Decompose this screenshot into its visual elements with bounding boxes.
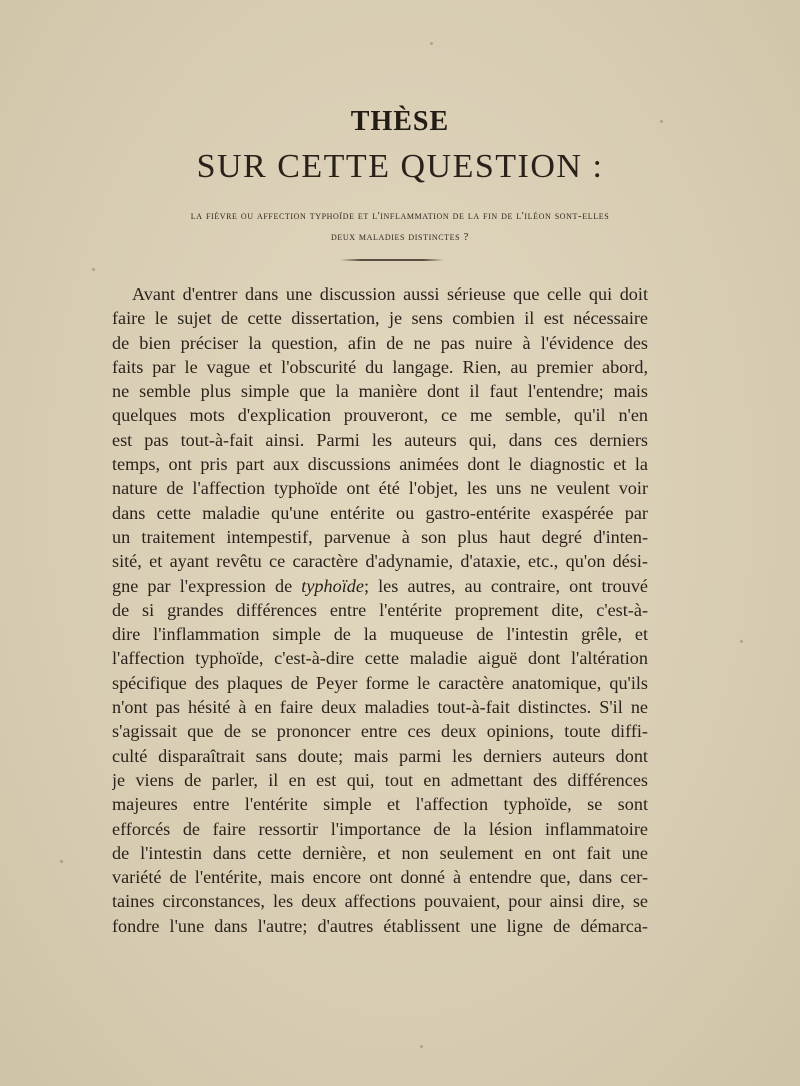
ornament-rule xyxy=(340,259,444,261)
body-line: je viens de parler, il en est qui, tout en admettant des différences xyxy=(112,769,648,790)
body-line: dans cette maladie qu'une entérite ou gastro-entérite exaspérée par xyxy=(112,502,648,523)
body-line: taines circonstances, les deux affections pouvaient, pour ainsi dire, se xyxy=(112,891,648,912)
subtitle-line: la fièvre ou affection typhoïde et l'inflammation de la fin de l'iléon sont-elles xyxy=(190,210,610,222)
body-line: s'agissait que de se prononcer entre ces deux opinions, toute diffi- xyxy=(112,721,648,742)
title-these: THÈSE xyxy=(350,106,450,137)
body-line: sité, et ayant revêtu ce caractère d'adynamie, d'ataxie, etc., qu'on dési- xyxy=(112,551,648,572)
title-question: SUR CETTE QUESTION : xyxy=(196,148,604,185)
body-line: fondre l'une dans l'autre; d'autres établissent une ligne de démarca- xyxy=(112,915,648,936)
body-line: Avant d'entrer dans une discussion aussi sérieuse que celle qui doit xyxy=(132,284,648,304)
body-line: nature de l'affection typhoïde ont été l'objet, les uns ne veulent voir xyxy=(112,478,648,499)
body-line: spécifique des plaques de Peyer forme le caractère anatomique, qu'ils xyxy=(112,672,648,693)
body-line: culté disparaîtrait sans doute; mais parmi les derniers auteurs dont xyxy=(112,745,648,766)
body-line: faits par le vague et l'obscurité du langage. Rien, au premier abord, xyxy=(112,356,648,377)
body-line: de si grandes différences entre l'entérite proprement dite, c'est-à- xyxy=(112,599,648,620)
body-line: majeures entre l'entérite simple et l'affection typhoïde, se sont xyxy=(112,794,648,815)
paper-speck xyxy=(430,42,433,45)
paper-speck xyxy=(420,1045,423,1048)
body-line: temps, ont pris part aux discussions animées dont le diagnostic et la xyxy=(112,454,648,475)
body-line: de bien préciser la question, afin de ne pas nuire à l'évidence des xyxy=(112,332,648,353)
body-text xyxy=(112,282,648,938)
body-line: est pas tout-à-fait ainsi. Parmi les auteurs qui, dans ces derniers xyxy=(112,429,648,450)
body-line: ne semble plus simple que la manière dont il faut l'entendre; mais xyxy=(112,381,648,402)
body-line: l'affection typhoïde, c'est-à-dire cette maladie aiguë dont l'altération xyxy=(112,648,648,669)
body-line: un traitement intempestif, parvenue à son plus haut degré d'inten- xyxy=(112,526,648,547)
paper-speck xyxy=(60,860,63,863)
paper-speck xyxy=(92,268,95,271)
body-line: dire l'inflammation simple de la muqueuse de l'intestin grêle, et xyxy=(112,624,648,645)
body-line: quelques mots d'explication prouveront, ce me semble, qu'il n'en xyxy=(112,405,648,426)
body-line: n'ont pas hésité à en faire deux maladies tout-à-fait distinctes. S'il ne xyxy=(112,697,648,718)
body-line: variété de l'entérite, mais encore ont donné à entendre que, dans cer- xyxy=(112,867,648,888)
subtitle-line: deux maladies distinctes ? xyxy=(330,231,470,243)
body-line: de l'intestin dans cette dernière, et non seulement en ont fait une xyxy=(112,842,648,863)
body-line: gne par l'expression de typhoïde; les autres, au contraire, ont trouvé xyxy=(112,575,648,596)
body-line: faire le sujet de cette dissertation, je sens combien il est nécessaire xyxy=(112,308,648,329)
paper-speck xyxy=(740,640,743,643)
body-line: efforcés de faire ressortir l'importance de la lésion inflammatoire xyxy=(112,818,648,839)
